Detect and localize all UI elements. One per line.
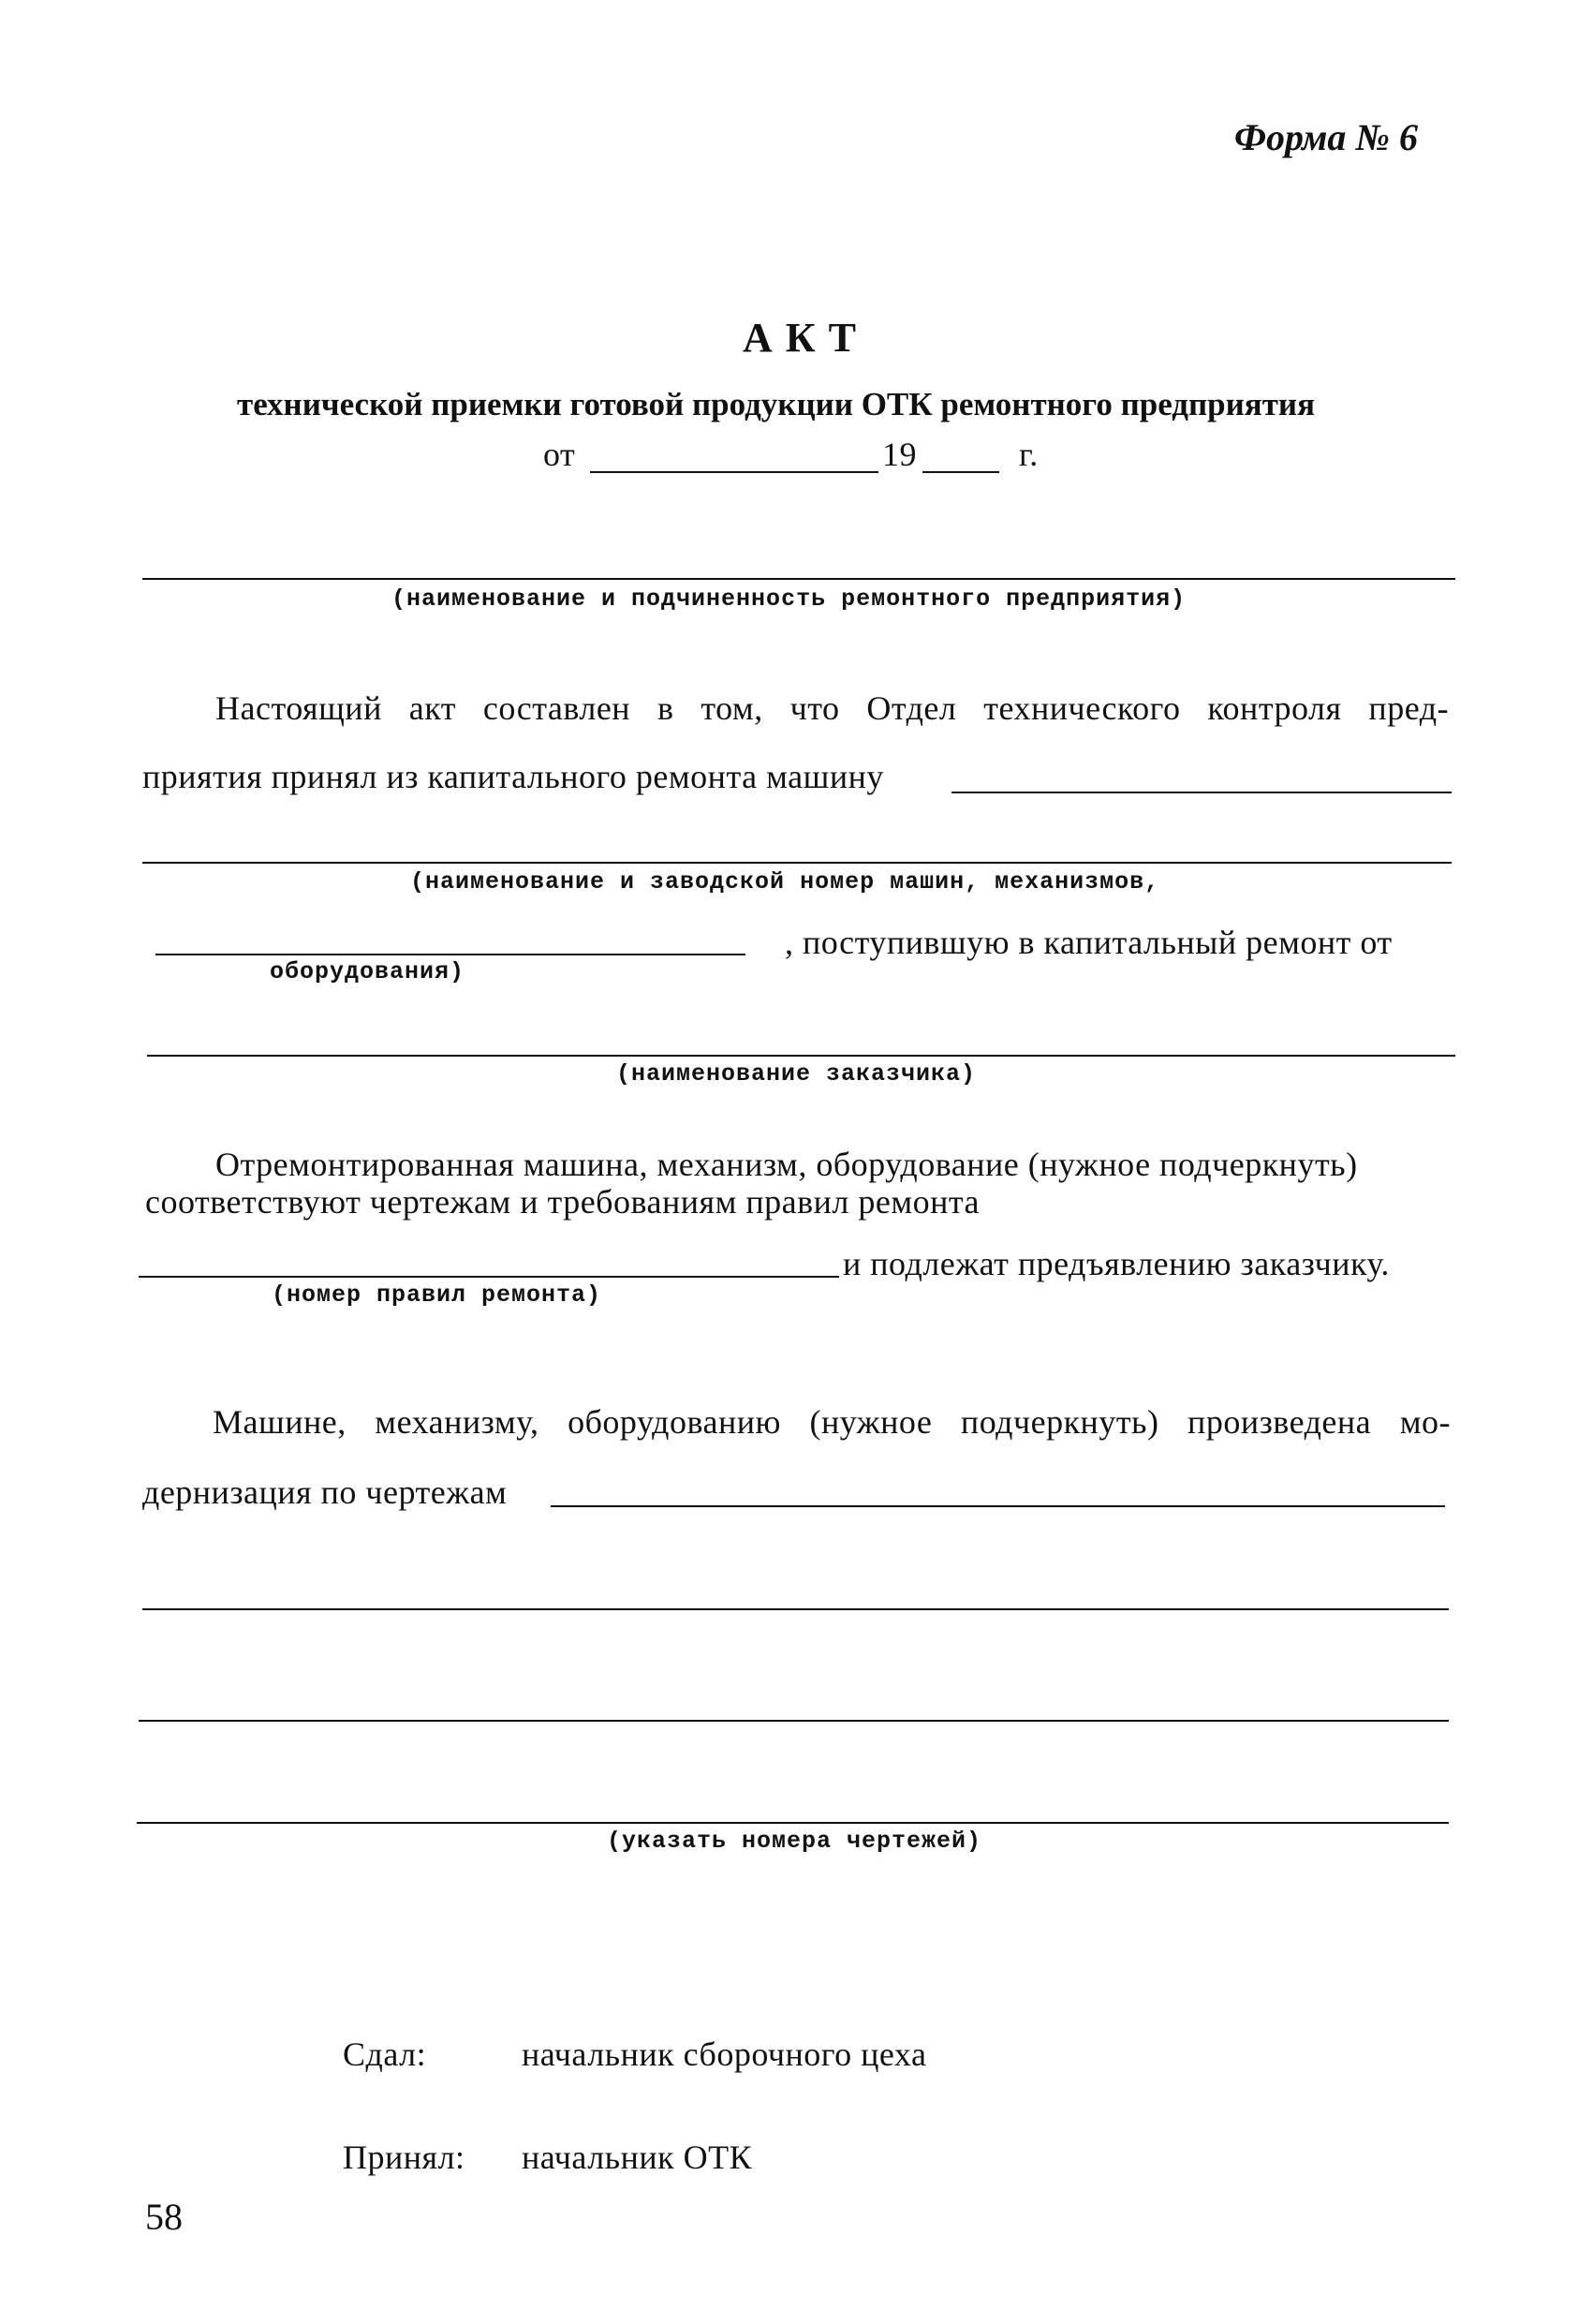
machine-field[interactable]: [951, 792, 1452, 793]
machine-caption-2: оборудования): [270, 958, 465, 985]
paragraph-2-line-3: и подлежат предъявлению заказчику.: [843, 1245, 1390, 1282]
signature-role-accepted: начальник ОТК: [522, 2139, 753, 2176]
form-number: Форма № 6: [1234, 116, 1419, 158]
enterprise-name-field[interactable]: [142, 578, 1455, 580]
paragraph-3-line-1: Машине, механизму, оборудованию (нужное подчеркнуть) произведена мо-: [213, 1403, 1451, 1441]
drawings-field-1[interactable]: [551, 1505, 1445, 1507]
paragraph-1-line-2: приятия принял из капитального ремонта машину: [142, 758, 884, 795]
date-year-field[interactable]: [922, 471, 999, 473]
date-suffix: г.: [1019, 436, 1039, 473]
drawings-field-2[interactable]: [142, 1608, 1449, 1610]
machine-caption-1: (наименование и заводской номер машин, механизмов,: [410, 868, 1160, 896]
date-year-prefix: 19: [882, 436, 917, 473]
machine-name-field[interactable]: [142, 862, 1452, 864]
customer-field[interactable]: [147, 1055, 1455, 1057]
signature-label-handed: Сдал:: [343, 2035, 427, 2073]
drawings-field-3[interactable]: [139, 1720, 1449, 1722]
equipment-field[interactable]: [155, 954, 745, 955]
drawings-caption: (указать номера чертежей): [607, 1828, 982, 1855]
repair-rules-field[interactable]: [139, 1276, 839, 1278]
drawings-field-4[interactable]: [137, 1822, 1449, 1824]
paragraph-1-line-1: Настоящий акт составлен в том, что Отдел технического контроля пред-: [215, 689, 1449, 727]
customer-caption: (наименование заказчика): [616, 1060, 977, 1088]
paragraph-3-line-2: дернизация по чертежам: [142, 1473, 508, 1511]
signature-label-accepted: Принял:: [343, 2139, 465, 2176]
rules-caption: (номер правил ремонта): [272, 1281, 602, 1309]
document-subtitle: технической приемки готовой продукции ОТК ремонтного предприятия: [237, 386, 1316, 422]
paragraph-1-line-3: , поступившую в капитальный ремонт от: [785, 924, 1393, 961]
date-prefix: от: [543, 436, 576, 473]
page-number: 58: [145, 2196, 183, 2238]
signature-role-handed: начальник сборочного цеха: [522, 2035, 927, 2073]
paragraph-2-line-2: соответствуют чертежам и требованиям правил ремонта: [145, 1183, 981, 1221]
document-title: АКТ: [742, 315, 870, 361]
enterprise-caption: (наименование и подчиненность ремонтного предприятия): [391, 585, 1187, 613]
paragraph-2-line-1: Отремонтированная машина, механизм, оборудование (нужное подчеркнуть): [215, 1146, 1358, 1183]
date-day-month-field[interactable]: [590, 471, 878, 473]
